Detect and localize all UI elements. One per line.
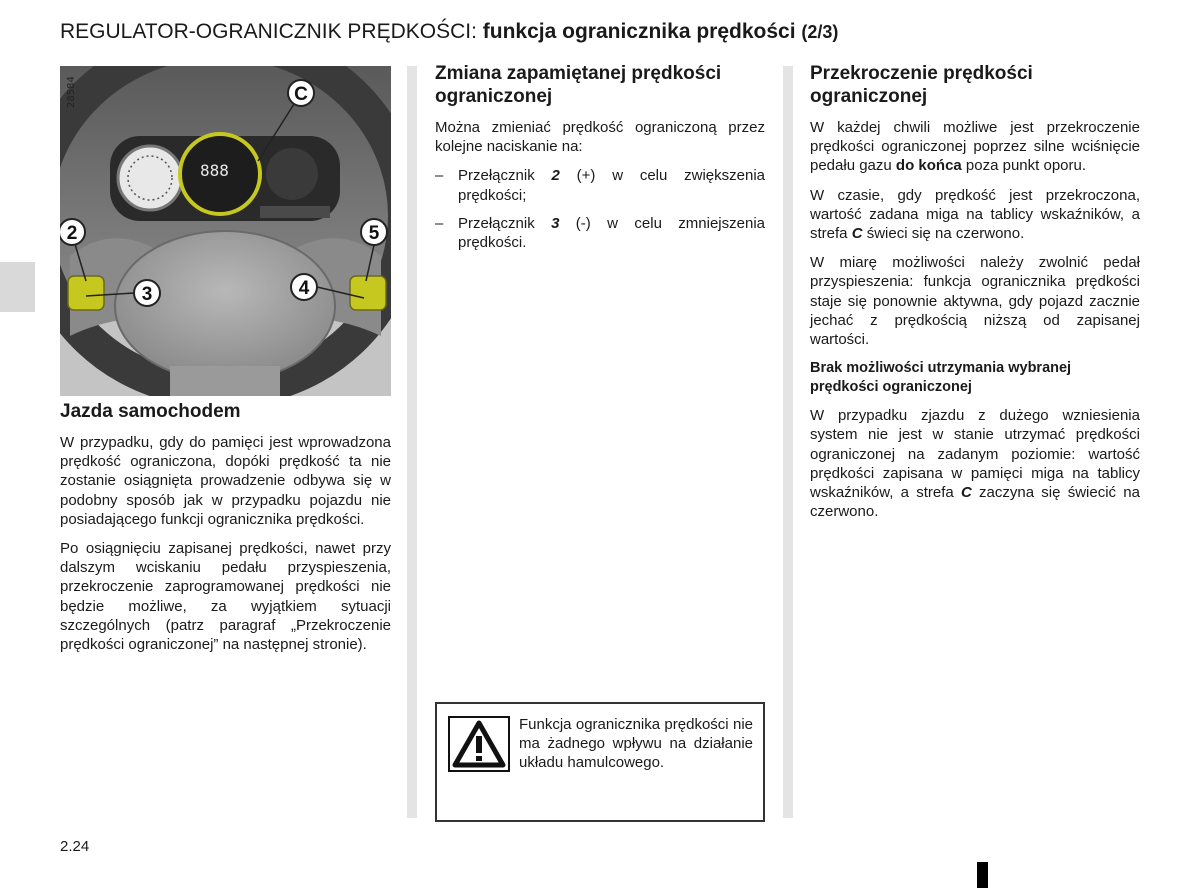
- switch-number: 3: [551, 214, 560, 232]
- title-main: REGULATOR-OGRANICZNIK PRĘDKOŚCI:: [60, 20, 483, 43]
- exceed-subheading: Brak możliwości utrzymania wybranej prędkości ograniczonej: [810, 360, 1072, 396]
- item-prefix: Przełącznik: [458, 214, 552, 232]
- section-change-speed: [435, 62, 765, 261]
- warning-box: [435, 702, 765, 822]
- switch-list: [435, 166, 765, 252]
- title-sub: funkcja ogranicznika prędkości: [482, 20, 796, 43]
- page-number: 2.24: [60, 838, 90, 855]
- label-2: 2: [66, 223, 78, 244]
- text-run: zaczyna się świecić na czerwono.: [810, 484, 1140, 521]
- dash-bullet: –: [435, 167, 444, 185]
- list-item: [435, 166, 765, 204]
- text-bold: do końca: [895, 157, 962, 175]
- label-5: 5: [368, 223, 380, 244]
- steering-wheel-illustration: [60, 66, 391, 396]
- exceed-heading: Przekroczenie prędkości ograniczonej: [810, 63, 1033, 107]
- item-suffix: (-) w celu zmniejszenia prędkości.: [458, 214, 765, 252]
- list-item: [435, 214, 765, 252]
- label-c: C: [294, 84, 308, 105]
- driving-paragraph-1: W przypadku, gdy do pamięci jest wprowadzona prędkość ograniczona, dopóki prędkość ta nie zostanie osiągnięta prowadzenie odbywa się w podobny sposób jak w przypadku pojazdu nie posiadającego funkcji ogranicznika prędkości.: [60, 434, 391, 528]
- exceed-paragraph-1: [810, 118, 1140, 176]
- text-run: W przypadku zjazdu z dużego wzniesienia system nie jest w stanie utrzymać prędkości ograniczonej na zadanym poziomie: wartość prędkości zapisana w pamięci miga na tablicy wskaźników, a strefa: [810, 407, 1140, 502]
- driving-heading: Jazda samochodem: [60, 401, 241, 422]
- driving-paragraph-2: Po osiągnięciu zapisanej prędkości, nawet przy dalszym wciskaniu pedału przyspieszenia, przekroczenie zaprogramowanej prędkości nie będzie możliwe, za wyjątkiem sytuacji szczególnych (patrz paragraf „Przekroczenie prędkości ograniczonej” na następnej stronie).: [60, 540, 391, 654]
- text-run: W czasie, gdy prędkość jest przekroczona, wartość zadana miga na tablicy wskaźników, a strefa: [810, 186, 1140, 243]
- column-divider-right: [783, 66, 793, 818]
- display-digits: 888: [200, 161, 229, 180]
- exceed-paragraph-4: [810, 406, 1140, 521]
- column-divider-left: [407, 66, 417, 818]
- zone-c-ref: C: [960, 484, 972, 502]
- zone-c-ref: C: [851, 225, 863, 243]
- steering-wheel-drawing: [60, 66, 391, 396]
- switch-number: 2: [551, 167, 560, 185]
- warning-text: Funkcja ogranicznika prędkości nie ma żadnego wpływu na działanie układu hamulcowego.: [519, 716, 753, 772]
- title-page-indicator: (2/3): [801, 22, 839, 42]
- exceed-paragraph-3: W miarę możliwości należy zwolnić pedał przyspieszenia: funkcja ogranicznika prędkości staje się ponownie aktywna, gdy pojazd zacznie jechać z prędkością niższą od zapisanej wartości.: [810, 254, 1140, 349]
- label-3: 3: [141, 284, 153, 305]
- warning-triangle-icon: [448, 716, 510, 772]
- chapter-tab: [0, 262, 35, 312]
- label-4: 4: [298, 278, 310, 299]
- change-intro: Można zmieniać prędkość ograniczoną przez kolejne naciskanie na:: [435, 119, 765, 156]
- text-run: W każdej chwili możliwe jest przekroczenie prędkości ograniczonej poprzez silne wciśnięcie pedału gazu: [810, 119, 1140, 175]
- page-title: [60, 20, 838, 44]
- text-run: poza punkt oporu.: [961, 157, 1087, 175]
- item-prefix: Przełącznik: [458, 167, 552, 185]
- change-heading: Zmiana zapamiętanej prędkości ograniczonej: [435, 63, 722, 107]
- section-driving: [60, 400, 391, 664]
- exceed-paragraph-2: [810, 186, 1140, 244]
- item-suffix: (+) w celu zwiększenia prędkości;: [458, 167, 766, 204]
- figure-reference-number: 28584: [66, 76, 77, 108]
- text-run: świeci się na czerwono.: [862, 225, 1025, 243]
- section-exceed: [810, 62, 1140, 531]
- corner-mark: [977, 862, 988, 888]
- dash-bullet: –: [435, 214, 444, 232]
